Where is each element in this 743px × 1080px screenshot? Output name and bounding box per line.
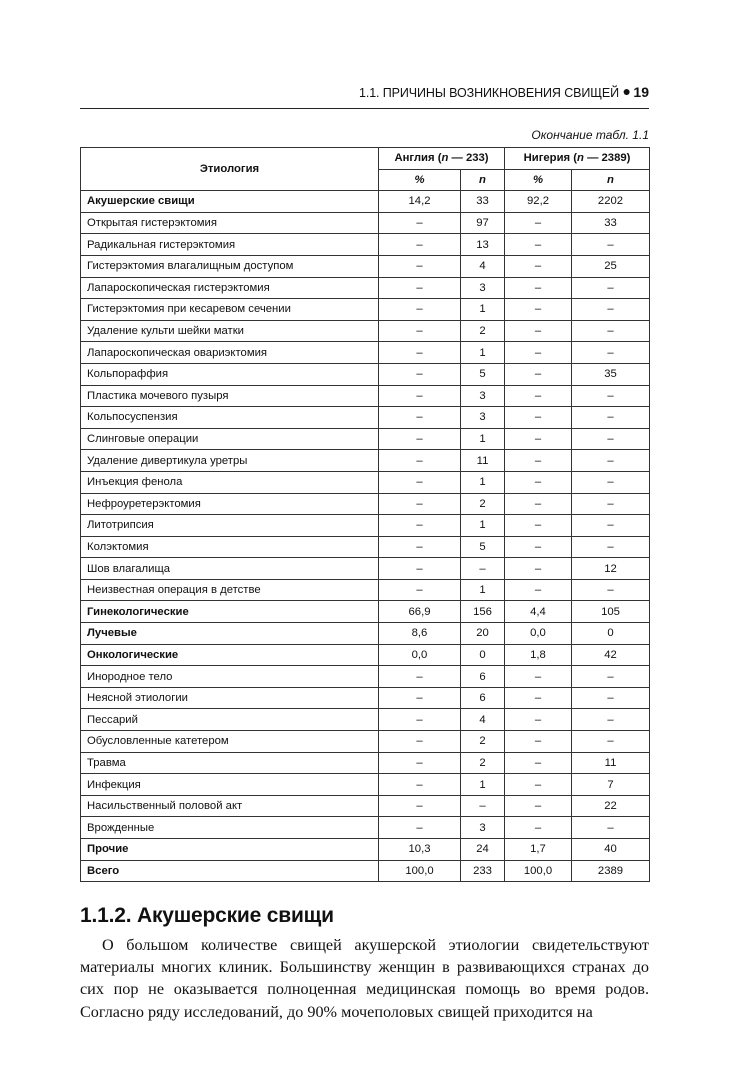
cell-nigeria-pct: – [505,774,572,796]
cell-nigeria-pct: – [505,687,572,709]
header-england: Англия (n — 233) [379,148,505,170]
cell-nigeria-pct: – [505,407,572,429]
cell-england-n: 4 [461,709,505,731]
subheader-england-pct: % [379,169,461,191]
row-name: Инородное тело [81,666,379,688]
table-row [81,363,650,385]
table-row [81,385,650,407]
cell-nigeria-n: 35 [572,363,650,385]
cell-nigeria-pct: – [505,579,572,601]
row-name: Слинговые операции [81,428,379,450]
table-row [81,839,650,861]
cell-england-pct: – [379,493,461,515]
row-name: Лучевые [81,623,379,645]
cell-england-n: 3 [461,277,505,299]
header-nigeria: Нигерия (n — 2389) [505,148,650,170]
cell-nigeria-pct: – [505,234,572,256]
cell-england-pct: – [379,385,461,407]
cell-england-n: 3 [461,817,505,839]
cell-england-n: 2 [461,493,505,515]
table-row [81,450,650,472]
row-name: Пессарий [81,709,379,731]
cell-england-n: 3 [461,385,505,407]
running-header [80,80,649,109]
cell-nigeria-n: 7 [572,774,650,796]
bullet-icon: ● [622,83,631,99]
header-etiology: Этиология [81,148,379,191]
cell-england-pct: – [379,471,461,493]
cell-england-n: 1 [461,428,505,450]
row-name: Колэктомия [81,536,379,558]
row-name: Удаление дивертикула уретры [81,450,379,472]
subheader-england-n: n [461,169,505,191]
cell-england-n: 233 [461,860,505,882]
cell-england-pct: 10,3 [379,839,461,861]
cell-nigeria-n: 0 [572,623,650,645]
row-name: Гинекологические [81,601,379,623]
cell-england-pct: – [379,212,461,234]
table-row [81,299,650,321]
table-row [81,579,650,601]
cell-england-n: 3 [461,407,505,429]
cell-england-n: 4 [461,255,505,277]
cell-england-pct: 8,6 [379,623,461,645]
cell-nigeria-pct: 92,2 [505,191,572,213]
cell-england-n: 5 [461,536,505,558]
table-row [81,320,650,342]
cell-england-pct: 14,2 [379,191,461,213]
cell-england-n: 0 [461,644,505,666]
cell-england-n: 13 [461,234,505,256]
cell-nigeria-pct: – [505,731,572,753]
row-name: Удаление культи шейки матки [81,320,379,342]
cell-nigeria-pct: – [505,212,572,234]
row-name: Кольпораффия [81,363,379,385]
cell-england-n: – [461,558,505,580]
cell-nigeria-pct: – [505,363,572,385]
cell-england-pct: – [379,342,461,364]
table-row [81,752,650,774]
cell-nigeria-n: – [572,299,650,321]
cell-england-n: 1 [461,299,505,321]
table-row [81,212,650,234]
cell-england-n: 97 [461,212,505,234]
table-row [81,558,650,580]
table-row [81,623,650,645]
row-name: Акушерские свищи [81,191,379,213]
cell-nigeria-n: – [572,687,650,709]
table-row [81,795,650,817]
row-name: Кольпосуспензия [81,407,379,429]
row-name: Травма [81,752,379,774]
table-row [81,493,650,515]
cell-nigeria-n: – [572,493,650,515]
table-row [81,774,650,796]
cell-nigeria-n: – [572,731,650,753]
row-name: Инъекция фенола [81,471,379,493]
cell-nigeria-pct: – [505,536,572,558]
etiology-table [80,147,650,882]
table-row [81,687,650,709]
cell-nigeria-pct: – [505,299,572,321]
cell-nigeria-pct: – [505,666,572,688]
row-name: Обусловленные катетером [81,731,379,753]
row-name: Радикальная гистерэктомия [81,234,379,256]
table-body [81,191,650,882]
cell-nigeria-pct: 0,0 [505,623,572,645]
table-row [81,731,650,753]
table-row [81,817,650,839]
row-name: Лапароскопическая овариэктомия [81,342,379,364]
cell-england-pct: – [379,450,461,472]
cell-england-pct: – [379,407,461,429]
cell-england-n: 1 [461,579,505,601]
table-row [81,428,650,450]
cell-nigeria-pct: – [505,558,572,580]
cell-nigeria-n: – [572,407,650,429]
table-row [81,471,650,493]
table-row [81,515,650,537]
cell-nigeria-n: – [572,450,650,472]
cell-nigeria-pct: 1,7 [505,839,572,861]
cell-nigeria-n: 33 [572,212,650,234]
cell-england-pct: 66,9 [379,601,461,623]
cell-england-pct: – [379,558,461,580]
cell-nigeria-n: – [572,536,650,558]
table-row [81,234,650,256]
cell-nigeria-pct: 1,8 [505,644,572,666]
cell-england-pct: – [379,255,461,277]
table-row [81,536,650,558]
cell-england-n: 20 [461,623,505,645]
row-name: Гистерэктомия при кесаревом сечении [81,299,379,321]
cell-nigeria-n: 2202 [572,191,650,213]
cell-england-pct: – [379,666,461,688]
page-number: 19 [633,84,649,100]
row-name: Открытая гистерэктомия [81,212,379,234]
cell-nigeria-n: – [572,277,650,299]
cell-nigeria-pct: – [505,342,572,364]
table-row [81,601,650,623]
section-title: 1.1.2. Акушерские свищи [80,904,334,927]
cell-nigeria-n: 11 [572,752,650,774]
cell-nigeria-n: – [572,342,650,364]
row-name: Неизвестная операция в детстве [81,579,379,601]
row-name: Литотрипсия [81,515,379,537]
cell-england-n: 24 [461,839,505,861]
cell-nigeria-pct: – [505,277,572,299]
cell-england-pct: 100,0 [379,860,461,882]
table-row [81,407,650,429]
cell-nigeria-n: 40 [572,839,650,861]
cell-england-n: 1 [461,471,505,493]
row-name: Инфекция [81,774,379,796]
row-name: Прочие [81,839,379,861]
cell-nigeria-n: 2389 [572,860,650,882]
cell-england-n: 5 [461,363,505,385]
table-row [81,255,650,277]
cell-nigeria-pct: – [505,471,572,493]
cell-england-pct: – [379,579,461,601]
cell-england-n: 33 [461,191,505,213]
row-name: Лапароскопическая гистерэктомия [81,277,379,299]
subheader-nigeria-n: n [572,169,650,191]
cell-nigeria-pct: – [505,493,572,515]
cell-nigeria-n: – [572,471,650,493]
row-name: Гистерэктомия влагалищным доступом [81,255,379,277]
row-name: Неясной этиологии [81,687,379,709]
table-row [81,709,650,731]
cell-nigeria-pct: – [505,450,572,472]
row-name: Всего [81,860,379,882]
cell-nigeria-pct: – [505,515,572,537]
cell-nigeria-n: 25 [572,255,650,277]
cell-england-pct: – [379,709,461,731]
table-row [81,191,650,213]
cell-nigeria-n: – [572,320,650,342]
cell-nigeria-n: 42 [572,644,650,666]
cell-nigeria-pct: – [505,255,572,277]
cell-england-n: 1 [461,342,505,364]
table-row [81,644,650,666]
cell-nigeria-n: – [572,579,650,601]
cell-england-n: 156 [461,601,505,623]
cell-england-pct: – [379,774,461,796]
cell-england-pct: – [379,752,461,774]
cell-england-n: 1 [461,774,505,796]
cell-england-pct: – [379,795,461,817]
row-name: Пластика мочевого пузыря [81,385,379,407]
body-paragraph: О большом количестве свищей акушерской этиологии свидетельствуют материалы многих клиник. Большинству женщин в развивающихся странах до сих пор не оказывается полноценная медицинская помощь во время родов. Согласно ряду исследований, до 90% мочеполовых свищей приходится на [80,936,649,1021]
cell-england-n: 2 [461,731,505,753]
cell-england-pct: – [379,428,461,450]
cell-england-n: – [461,795,505,817]
cell-england-pct: – [379,817,461,839]
cell-england-n: 1 [461,515,505,537]
cell-england-n: 2 [461,320,505,342]
cell-nigeria-n: – [572,428,650,450]
cell-england-n: 11 [461,450,505,472]
cell-england-pct: 0,0 [379,644,461,666]
cell-england-pct: – [379,731,461,753]
row-name: Врожденные [81,817,379,839]
cell-nigeria-n: – [572,666,650,688]
cell-nigeria-pct: – [505,795,572,817]
running-title: 1.1. ПРИЧИНЫ ВОЗНИКНОВЕНИЯ СВИЩЕЙ [358,86,619,100]
cell-england-n: 2 [461,752,505,774]
row-name: Онкологические [81,644,379,666]
cell-nigeria-n: – [572,515,650,537]
cell-nigeria-n: – [572,385,650,407]
cell-nigeria-pct: – [505,752,572,774]
cell-england-pct: – [379,363,461,385]
cell-nigeria-n: 12 [572,558,650,580]
cell-england-pct: – [379,320,461,342]
cell-nigeria-pct: – [505,817,572,839]
cell-england-n: 6 [461,687,505,709]
cell-nigeria-n: 105 [572,601,650,623]
cell-england-pct: – [379,277,461,299]
cell-england-n: 6 [461,666,505,688]
cell-nigeria-n: 22 [572,795,650,817]
row-name: Насильственный половой акт [81,795,379,817]
table-caption: Окончание табл. 1.1 [531,128,649,142]
row-name: Шов влагалища [81,558,379,580]
cell-england-pct: – [379,687,461,709]
cell-nigeria-pct: – [505,428,572,450]
cell-england-pct: – [379,234,461,256]
cell-nigeria-pct: 4,4 [505,601,572,623]
table-row [81,277,650,299]
table-row [81,860,650,882]
cell-nigeria-n: – [572,817,650,839]
cell-england-pct: – [379,536,461,558]
cell-nigeria-pct: – [505,709,572,731]
cell-nigeria-pct: 100,0 [505,860,572,882]
cell-nigeria-n: – [572,709,650,731]
cell-nigeria-pct: – [505,385,572,407]
cell-nigeria-pct: – [505,320,572,342]
cell-england-pct: – [379,515,461,537]
cell-nigeria-n: – [572,234,650,256]
subheader-nigeria-pct: % [505,169,572,191]
table-row [81,342,650,364]
row-name: Нефроуретерэктомия [81,493,379,515]
cell-england-pct: – [379,299,461,321]
table-row [81,666,650,688]
